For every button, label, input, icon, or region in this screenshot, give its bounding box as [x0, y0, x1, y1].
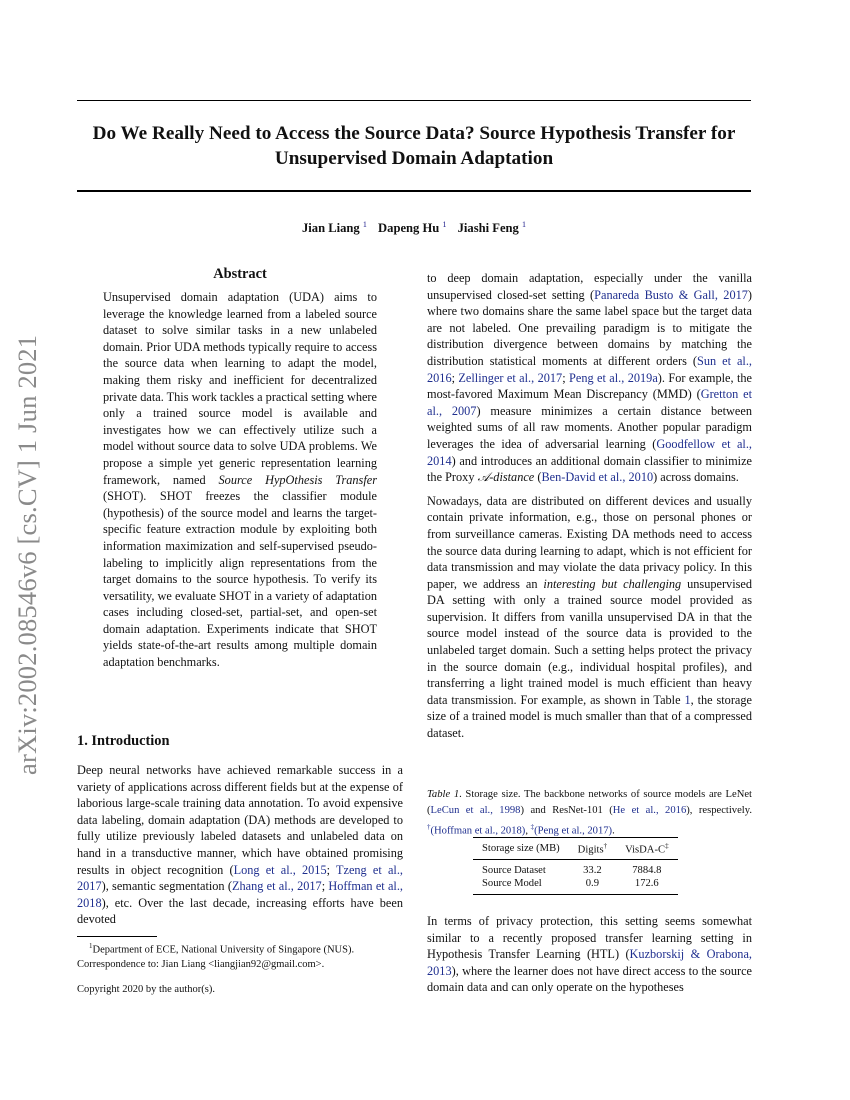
footnote-rule — [77, 936, 157, 937]
footnote: $^1$Department of ECE, National University of Singapore (NUS). Correspondence to: Jian Liang <liangjian92@gmail.com>. — [77, 942, 355, 970]
right-column-text — [427, 270, 752, 742]
citation-link[interactable]: (Hoffman et al., 2018) — [430, 825, 526, 837]
citation-link[interactable]: Goodfellow et al., 2014 — [427, 436, 752, 468]
column-header: VisDA-C‡ — [625, 842, 669, 856]
title-line-1: Do We Really Need to Access the Source Data? Source Hypothesis Transfer for — [92, 123, 736, 144]
citation-link[interactable]: Kuzborskij & Orabona, 2013 — [427, 947, 752, 978]
copyright-notice: Copyright 2020 by the author(s). — [77, 984, 215, 995]
author: Jiashi Feng $^1$ — [457, 220, 526, 235]
abstract-body: Unsupervised domain adaptation (UDA) aims to leverage the knowledge learned from a labeled source dataset to solve similar tasks in a new unlabeled domain. Prior UDA methods typically require to access the source data when learning to adapt the model, making them risky and inefficient for decentralized private data. This work tackles a practical setting where only a trained source model is available and investigates how we can effectively utilize such a model without source data to solve UDA problems. We propose a simple yet generic representation learning framework, named Source HypOthesis Transfer (SHOT). SHOT freezes the classifier module (hypothesis) of the source model and learns the target-specific feature extraction module by exploiting both information maximization and self-supervised pseudo-labeling to implicitly align representations from the target domains to the source hypothesis. To verify its versatility, we evaluate SHOT in a variety of adaptation cases including closed-set, partial-set, and open-set domain adaptation. Experiments indicate that SHOT yields state-of-the-art results among multiple domain adaptation benchmarks. — [103, 290, 377, 670]
section-heading-introduction: 1. Introduction — [77, 733, 170, 749]
affiliation-mark[interactable]: 1 — [442, 220, 447, 229]
citation-link[interactable]: Ben-David et al., 2010 — [541, 470, 654, 485]
title-line-2: Unsupervised Domain Adaptation — [274, 148, 554, 169]
column-header: Digits† — [577, 842, 608, 856]
citation-link[interactable]: Gretton et al., 2007 — [427, 387, 753, 418]
citation-link[interactable]: Sun et al., 2016 — [427, 353, 752, 385]
table-caption: Table 1. Storage size. The backbone networks of source models are LeNet (LeCun et al., 1998) and ResNet-101 (He et al., 2016), respectively. †(Hoffman et al., 2018), ‡(Peng et al., 2017). — [427, 789, 753, 837]
storage-size-table — [473, 837, 678, 895]
title-top-rule — [77, 100, 751, 101]
column-header: Storage size (MB) — [482, 843, 560, 855]
paragraph: to deep domain adaptation, especially under the vanilla unsupervised closed-set setting (Panareda Busto & Gall, 2017) where two domains share the same label space but the target data are not labeled. One prevailing paradigm is to mitigate the distribution divergence between domains by matching the distribution statistical moments at different orders (Sun et al., 2016; Zellinger et al., 2017; Peng et al., 2019a). For example, the most-favored Maximum Mean Discrepancy (MMD) (Gretton et al., 2007) measure minimizes a certain distance between weighted sums of all raw moments. Another popular paradigm leverages the idea of adversarial learning (Goodfellow et al., 2014) and introduces an additional domain classifier to minimize the Proxy 𝒜-distance (Ben-David et al., 2010) across domains. — [427, 271, 753, 485]
affiliation-mark[interactable]: 1 — [522, 220, 526, 229]
table-row: Source Model 0.9 172.6 — [482, 877, 659, 889]
citation-link[interactable]: Hoffman et al., 2018 — [77, 879, 404, 910]
intro-paragraph: Deep neural networks have achieved remarkable success in a variety of applications across different fields but at the expense of laborious large-scale training data annotation. To avoid expensive data labeling, domain adaptation (DA) methods are developed to fully utilize previously labeled datasets and unlabeled data on hand in a transductive manner, which have obtained promising results in object recognition (Long et al., 2015; Tzeng et al., 2017), semantic segmentation (Zhang et al., 2017; Hoffman et al., 2018), etc. Over the last decade, increasing efforts have been devoted — [77, 763, 404, 927]
abstract-heading: Abstract — [213, 266, 267, 282]
citation-link[interactable]: Peng et al., 2019a — [569, 370, 658, 385]
citation-link[interactable]: Zellinger et al., 2017 — [458, 370, 563, 385]
citation-link[interactable]: (Peng et al., 2017) — [534, 825, 613, 837]
paper-title — [77, 121, 751, 171]
paragraph: In terms of privacy protection, this setting seems somewhat similar to a recently proposed transfer learning setting in Hypothesis Transfer Learning (HTL) (Kuzborskij & Orabona, 2013), where the learner does not have direct access to the source domain data and can only operate on the hypotheses — [427, 914, 752, 995]
author: Dapeng Hu $^1$ — [378, 220, 447, 235]
table-ref-link[interactable]: 1 — [684, 692, 691, 707]
citation-link[interactable]: LeCun et al., 1998 — [430, 805, 521, 816]
author: Jian Liang $^1$ — [301, 220, 367, 235]
citation-link[interactable]: He et al., 2016 — [612, 805, 687, 816]
paragraph: Nowadays, data are distributed on different devices and usually contain private information, e.g., those on personal phones or from surveillance cameras. Existing DA methods need to access the source data during learning to adapt, which is not efficient for data transmission and may violate the data privacy policy. In this paper, we address an interesting but challenging unsupervised DA setting with only a trained source model provided as supervision. It differs from vanilla unsupervised DA in that the source model instead of the source data is provided to the unlabeled target domain. Such a setting helps protect the privacy in the source domain (e.g., individual hospital profiles), and transferring a light trained model is much efficient than heavy data transmission. For example, as shown in Table 1, the storage size of a trained model is much smaller than that of a compressed dataset. — [427, 493, 753, 741]
table-row: Source Dataset 33.2 7884.8 — [482, 864, 662, 876]
author-list — [77, 220, 751, 236]
citation-link[interactable]: Panareda Busto & Gall, 2017 — [594, 287, 748, 302]
table-header-row — [473, 838, 678, 860]
arxiv-stamp: arXiv:2002.08546v6 [cs.CV] 1 Jun 2021 — [12, 334, 42, 775]
title-bottom-rule — [77, 190, 751, 192]
citation-link[interactable]: Zhang et al., 2017 — [231, 879, 322, 894]
citation-link[interactable]: Tzeng et al., 2017 — [77, 862, 403, 894]
citation-link[interactable]: Long et al., 2015 — [233, 862, 327, 877]
right-column-text-continued — [427, 913, 752, 996]
affiliation-mark[interactable]: 1 — [362, 220, 367, 229]
